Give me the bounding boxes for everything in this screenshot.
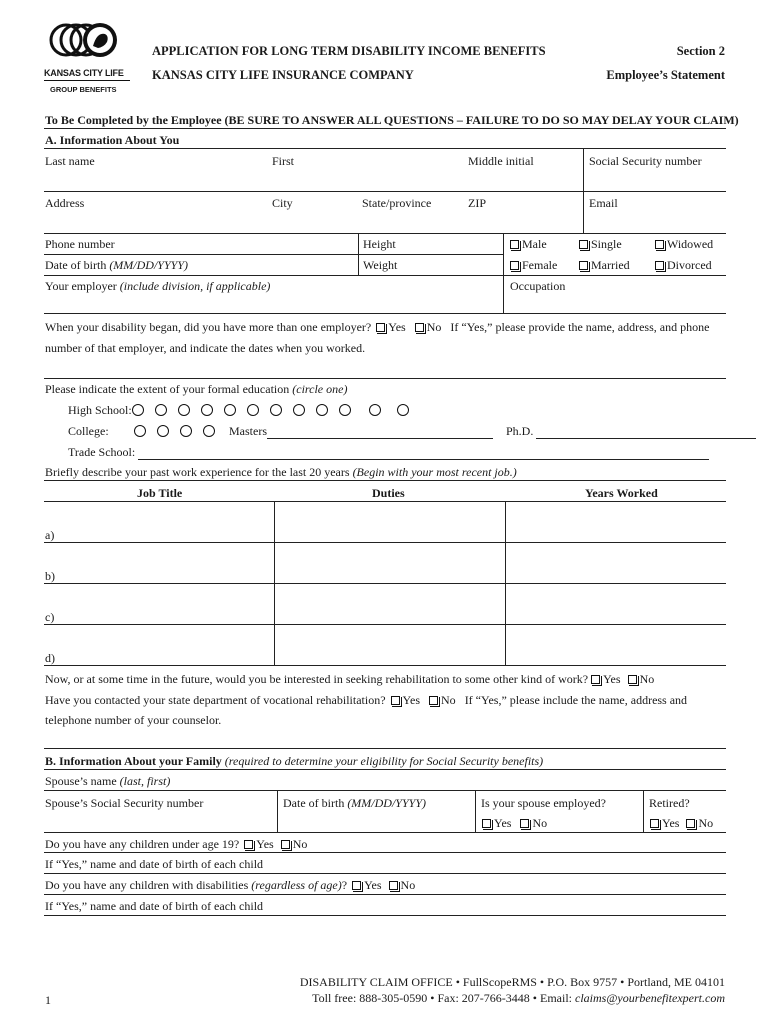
row-b-label: b) — [45, 569, 55, 583]
widowed-checkbox[interactable] — [655, 240, 664, 249]
counselor-field[interactable] — [44, 729, 726, 747]
spouse-employed-no-checkbox[interactable] — [520, 819, 529, 828]
phd-field[interactable] — [536, 427, 756, 439]
city-label: City — [272, 196, 293, 210]
hs-circle-6[interactable] — [247, 404, 259, 416]
disabled-children-yes-checkbox[interactable] — [352, 881, 361, 890]
disabled-children-yes[interactable]: Yes — [352, 878, 381, 892]
vocational-line2: telephone number of your counselor. — [45, 713, 222, 727]
hs-circle-5[interactable] — [224, 404, 236, 416]
hs-circle-9[interactable] — [316, 404, 328, 416]
hs-circle-1[interactable] — [132, 404, 144, 416]
col-years-worked: Years Worked — [585, 486, 658, 500]
multi-employer-field[interactable] — [44, 357, 726, 377]
spouse-name-label: Spouse’s name (last, first) — [45, 774, 171, 788]
row-d-label: d) — [45, 651, 55, 665]
female-option[interactable]: Female — [510, 258, 557, 273]
first-name-label: First — [272, 154, 295, 168]
form-title: APPLICATION FOR LONG TERM DISABILITY INCOME BENEFITS — [152, 44, 546, 58]
address-label: Address — [45, 196, 85, 210]
multi-employer-yes[interactable]: Yes — [376, 320, 405, 334]
ssn-field[interactable] — [584, 168, 726, 191]
spouse-dob-label: Date of birth (MM/DD/YYYY) — [283, 796, 426, 810]
children-no[interactable]: No — [281, 837, 308, 851]
claim-office-address: DISABILITY CLAIM OFFICE • FullScopeRMS • P.O. Box 9757 • Portland, ME 04101 — [299, 975, 725, 989]
rehab-no-checkbox[interactable] — [628, 675, 637, 684]
rehab-yes-checkbox[interactable] — [591, 675, 600, 684]
widowed-option[interactable]: Widowed — [655, 237, 713, 252]
vocational-question: Have you contacted your state department of vocational rehabilitation? Yes No If “Yes,” please include the name, address and — [45, 693, 688, 707]
hs-circle-11[interactable] — [369, 404, 381, 416]
male-checkbox[interactable] — [510, 240, 519, 249]
divorced-option[interactable]: Divorced — [655, 258, 712, 273]
logo-brand: KANSAS CITY LIFE — [44, 68, 130, 81]
children-yes[interactable]: Yes — [244, 837, 273, 851]
college-circle-1[interactable] — [134, 425, 146, 437]
trade-school-field[interactable] — [138, 448, 709, 460]
vocational-yes[interactable]: Yes — [391, 693, 420, 707]
college-circle-2[interactable] — [157, 425, 169, 437]
vocational-yes-checkbox[interactable] — [391, 696, 400, 705]
phd-label: Ph.D. — [506, 424, 534, 438]
multi-employer-no[interactable]: No — [415, 320, 442, 334]
claims-email-link[interactable]: claims@yourbenefitexpert.com — [575, 991, 725, 1005]
section-b-heading: B. Information About your Family (required to determine your eligibility for Social Security benefits) — [45, 754, 544, 768]
claim-office-contact: Toll free: 888-305-0590 • Fax: 207-766-3448 • Email: claims@yourbenefitexpert.com — [312, 991, 725, 1005]
male-option[interactable]: Male — [510, 237, 547, 252]
section-number: Section 2 — [676, 44, 725, 58]
spouse-employed-options — [482, 816, 547, 831]
retired-yes[interactable]: Yes — [650, 816, 679, 830]
children-no-checkbox[interactable] — [281, 840, 290, 849]
single-option[interactable]: Single — [579, 237, 622, 252]
spouse-ssn-label: Spouse’s Social Security number — [45, 796, 204, 810]
row-c-label: c) — [45, 610, 55, 624]
disabled-children-no-checkbox[interactable] — [389, 881, 398, 890]
children-details-field[interactable] — [44, 853, 726, 873]
phone-label: Phone number — [45, 237, 115, 251]
married-checkbox[interactable] — [579, 261, 588, 270]
retired-options — [650, 816, 713, 831]
logo-rings-icon — [44, 20, 134, 64]
logo-sub: GROUP BENEFITS — [50, 85, 117, 94]
work-row-c[interactable] — [44, 584, 726, 624]
hs-circle-8[interactable] — [293, 404, 305, 416]
hs-circle-12[interactable] — [397, 404, 409, 416]
employer-label: Your employer (include division, if applicable) — [45, 279, 271, 293]
disabled-children-no[interactable]: No — [389, 878, 416, 892]
email-label: Email — [589, 196, 618, 210]
email-field[interactable] — [584, 210, 726, 232]
address-field[interactable] — [44, 210, 583, 232]
spouse-employed-yes-checkbox[interactable] — [482, 819, 491, 828]
state-label: State/province — [362, 196, 432, 210]
height-label: Height — [363, 237, 396, 251]
disabled-children-details-field[interactable] — [44, 895, 726, 915]
last-name-field[interactable] — [44, 168, 583, 191]
work-row-d[interactable] — [44, 625, 726, 665]
retired-no-checkbox[interactable] — [686, 819, 695, 828]
last-name-label: Last name — [45, 154, 95, 168]
disabled-children-details-label: If “Yes,” name and date of birth of each child — [45, 899, 264, 913]
work-row-a[interactable] — [44, 502, 726, 542]
row-a-label: a) — [45, 528, 55, 542]
female-checkbox[interactable] — [510, 261, 519, 270]
hs-circle-10[interactable] — [339, 404, 351, 416]
occupation-label: Occupation — [510, 279, 566, 293]
intro-instruction: To Be Completed by the Employee (BE SURE TO ANSWER ALL QUESTIONS – FAILURE TO DO SO MAY DELAY YOUR CLAIM) — [45, 113, 739, 127]
hs-circle-7[interactable] — [270, 404, 282, 416]
retired-label: Retired? — [649, 796, 690, 810]
ssn-label: Social Security number — [589, 154, 702, 168]
hs-circle-2[interactable] — [155, 404, 167, 416]
company-name: KANSAS CITY LIFE INSURANCE COMPANY — [152, 68, 414, 82]
middle-initial-label: Middle initial — [468, 154, 534, 168]
section-name: Employee’s Statement — [606, 68, 725, 82]
retired-yes-checkbox[interactable] — [650, 819, 659, 828]
married-option[interactable]: Married — [579, 258, 630, 273]
spouse-employed-label: Is your spouse employed? — [481, 796, 606, 810]
page-number: 1 — [45, 993, 51, 1007]
spouse-name-field[interactable] — [44, 770, 726, 790]
children-yes-checkbox[interactable] — [244, 840, 253, 849]
rehab-question: Now, or at some time in the future, would you be interested in seeking rehabilitation to some other kind of work? Yes No — [45, 672, 655, 686]
hs-circle-3[interactable] — [178, 404, 190, 416]
work-experience-question: Briefly describe your past work experience for the last 20 years (Begin with your most recent job.) — [45, 465, 517, 479]
single-checkbox[interactable] — [579, 240, 588, 249]
trade-school-label: Trade School: — [68, 445, 136, 459]
college-label: College: — [68, 424, 109, 438]
children-question: Do you have any children under age 19? Yes No — [45, 837, 308, 851]
occupation-field[interactable] — [504, 292, 726, 312]
education-question: Please indicate the extent of your formal education (circle one) — [45, 382, 348, 396]
col-duties: Duties — [372, 486, 405, 500]
multi-employer-no-checkbox[interactable] — [415, 323, 424, 332]
trade-school-row — [68, 445, 709, 460]
hs-circle-4[interactable] — [201, 404, 213, 416]
vocational-no[interactable]: No — [429, 693, 456, 707]
multi-employer-yes-checkbox[interactable] — [376, 323, 385, 332]
work-row-b[interactable] — [44, 543, 726, 583]
col-job-title: Job Title — [137, 486, 183, 500]
high-school-label: High School: — [68, 403, 132, 417]
retired-no[interactable]: No — [686, 816, 713, 830]
high-school-row — [68, 403, 420, 418]
disabled-children-question: Do you have any children with disabilities (regardless of age)? Yes No — [45, 878, 416, 892]
dob-label: Date of birth (MM/DD/YYYY) — [45, 258, 188, 272]
company-logo — [44, 20, 134, 94]
multi-employer-line2: number of that employer, and indicate the dates when you worked. — [45, 341, 366, 355]
employer-field[interactable] — [44, 292, 503, 312]
children-details-label: If “Yes,” name and date of birth of each child — [45, 857, 264, 871]
weight-label: Weight — [363, 258, 398, 272]
vocational-no-checkbox[interactable] — [429, 696, 438, 705]
multi-employer-question: When your disability began, did you have more than one employer? Yes No If “Yes,” please provide the name, address, and phone — [45, 320, 710, 334]
college-circle-4[interactable] — [203, 425, 215, 437]
spouse-employed-no[interactable]: No — [520, 816, 547, 830]
college-circle-3[interactable] — [180, 425, 192, 437]
divorced-checkbox[interactable] — [655, 261, 664, 270]
masters-field[interactable] — [267, 427, 493, 439]
rehab-yes[interactable]: Yes — [591, 672, 620, 686]
zip-label: ZIP — [468, 196, 486, 210]
section-a-heading: A. Information About You — [45, 133, 180, 147]
college-row — [68, 424, 756, 439]
spouse-employed-yes[interactable]: Yes — [482, 816, 511, 830]
rehab-no[interactable]: No — [628, 672, 655, 686]
masters-label: Masters — [229, 424, 267, 438]
